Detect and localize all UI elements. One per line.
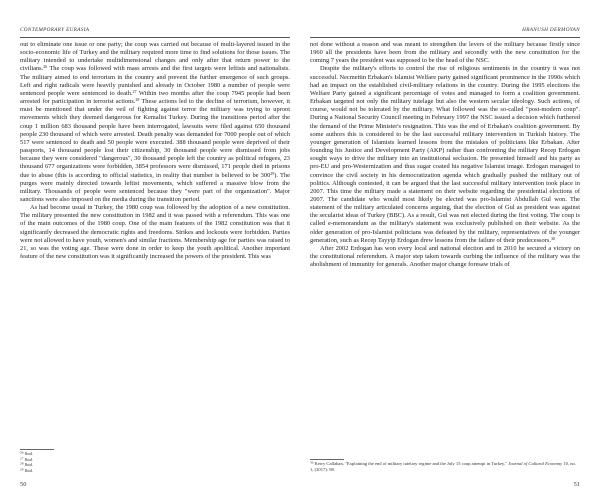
running-head-text: CONTEMPORARY EURASIA (20, 27, 90, 33)
header-rule (310, 37, 580, 38)
right-body-text (310, 41, 580, 269)
header-rule (20, 37, 290, 38)
footnote-rule-right (310, 459, 344, 460)
footnote-ref-27[interactable]: 27 (132, 88, 137, 94)
page-number-left: 50 (20, 481, 27, 488)
left-footnotes (20, 451, 290, 473)
page-number-right: 51 (573, 481, 580, 488)
left-body-text (20, 41, 290, 261)
footnote-ref-28[interactable]: 28 (135, 97, 140, 103)
running-head-text: HRANUSH DERMOYAN (522, 27, 580, 33)
right-page (310, 0, 580, 499)
running-head-left (20, 27, 290, 33)
left-page (20, 0, 290, 499)
footnote-27: $^{27}$ Ibid. (20, 456, 34, 462)
footnote-rule-left (20, 449, 54, 450)
footnote-ref-29[interactable]: 29 (270, 170, 275, 176)
footnote-30: $^{30}$ Kerry Callahan, "Explaining the end of military tutelary regime and the July 15 coup attempt in Turkey," Journal of Cultural Economy 10, no. 1, (2017): 98. (310, 461, 576, 472)
footnote-ref-30[interactable]: 30 (550, 235, 555, 241)
footnote-29: $^{29}$ Ibid. (20, 467, 34, 473)
right-footnotes (310, 461, 580, 472)
footnote-ref-26[interactable]: 26 (43, 64, 48, 70)
right-paragraph-2: Despite the military's efforts to control the rise of religious sentiments in the country it was not successful. Necmettin Erbakan's Islamist Welfare party gained significant prominence in the 1990s which had an impact on the established civil-military relations in the country. During the 1995 elections the Welfare Party gained a significant percentage of votes and managed to form a coalition government. Erbakan targeted not only the military tutelage but also the western secular ideology. Such actions, of course, would not be tolerated by the military. What followed was the so-called "post-modern coup". During a National Security Council meeting in February 1997 the NSC issued a decision which furthered the demand of the Prime Minister's resignation. This was the end of Erbakan's coalition government. By some authors this is considered to be the last successful military intervention in Turkish history. The younger generation of Islamists learned lessons from the mistakes of politicians like Erbakan. After founding his Justice and Development Party (AKP) rather than confronting the military Recep Erdogan sought ways to drive the military into an institutional seclusion. He presented himself and his party as pro-EU and pro-Westernization and thus sugar coated his negative Islamist image. Erdogan managed to convince the civil society in his democratization agenda which gradually pushed the military out of politics. Although contested, it can be argued that the last successful military intervention took place in 2007. This time the military made a statement on their website regarding the presidential elections of 2007. The candidate who would most likely be elected was pro-Islamist Abdullah Gul won. The statement of the military articulated concerns arguing, that the election of Gul as president was against the secularist ideas of Turkey (BBC). As a result, Gul was not elected during the first voting. The coup is called e-memorandum as the military's statement was exclusively published on their website. As the older generation of pro-Islamist politicians was defeated by the military, representatives of the younger generation, such as Recep Tayyip Erdogan drew lessons from the failure of their predecessors.$^{30}$ (310, 65, 580, 244)
footnote-28: $^{28}$ Ibid. (20, 462, 34, 468)
right-paragraph-1: not done without a reason and was meant to strengthen the levers of the military because firstly since 1960 all the presidents have been from the military and secondly with the new constitution for the coming 7 years the president was supposed to be the head of the NSC. (310, 41, 580, 65)
footnote-26: $^{26}$ Ibid. (20, 451, 34, 456)
right-paragraph-3: After 2002 Erdogan has won every local and national election and in 2010 he secured a victory on the constitutional referendum. A major step taken towards curbing the influence of the military was the abolishment of immunity for generals. Another major change foresaw trials of (310, 244, 580, 269)
journal-title: Journal of Cultural Economy (508, 461, 563, 466)
left-paragraph-2: As had become usual in Turkey, the 1980 coup was followed by the adoption of a new constitution. The military presented the new constitution in 1982 and it was passed with a referendum. This was one of the main outcomes of the 1980 coup. One of the main features of the 1982 constitution was that it significantly decreased the democratic rights and freedoms. Strikes and lockouts were forbidden. Parties were not allowed to have youth, women's and similar fractions. Membership age for parties was raised to 21, so was the voting age. These were done in order to keep the youth apolitical. Another important feature of the new constitution was it significantly increased the powers of the president. This was (20, 204, 290, 261)
left-paragraph-1: out to eliminate one issue or one party; the coup was carried out because of multi-layered issued in the socio-economic life of Turkey and the military required more time to find solutions for those issues. The military intended to undertake multidimensional changes and only after that return power to the civilians.$^{26}$ The coup was followed with mass arrests and the first targets were leftists and nationalists. The military aimed to end terrorism in the country and prevent the further emergence of such groups. Left and right radicals were heavily punished and already in October 1980 a number of people were sentenced people were sentenced to death.$^{27}$ Within two months after the coup 7945 people had been arrested for participation in terrorist actions.$^{28}$ These actions led to the decline of terrorism, however, it must be mentioned that under the veil of fighting against terror the military was trying to uproot movements which they deemed dangerous for Kemalist Turkey. During the transitions period after the coup 1 million 683 thousand people have been interrogated, lawsuits were filed against 650 thousand people 230 thousand of which were arrested. Death penalty was demanded for 7000 people out of which 517 were sentenced to death and 50 people were executed. 388 thousand people were deprived of their passports, 14 thousand people lost their citizenship, 30 thousand people were dismissed from jobs because they were considered "dangerous", 30 thousand people left the country as political refugees, 23 thousand 677 organizations were forbidden, 3854 professors were dismissed, 171 people died in prisons due to abuse (this is according to official statistics, in reality that number is believed to be $300^{29}$). The purges were mainly directed towards leftist movements, which suffered a massive blow from the military. Thousands of people were sentenced because they "were part of the organization". Major sanctions were also imposed on the media during the transition period. (20, 41, 290, 203)
